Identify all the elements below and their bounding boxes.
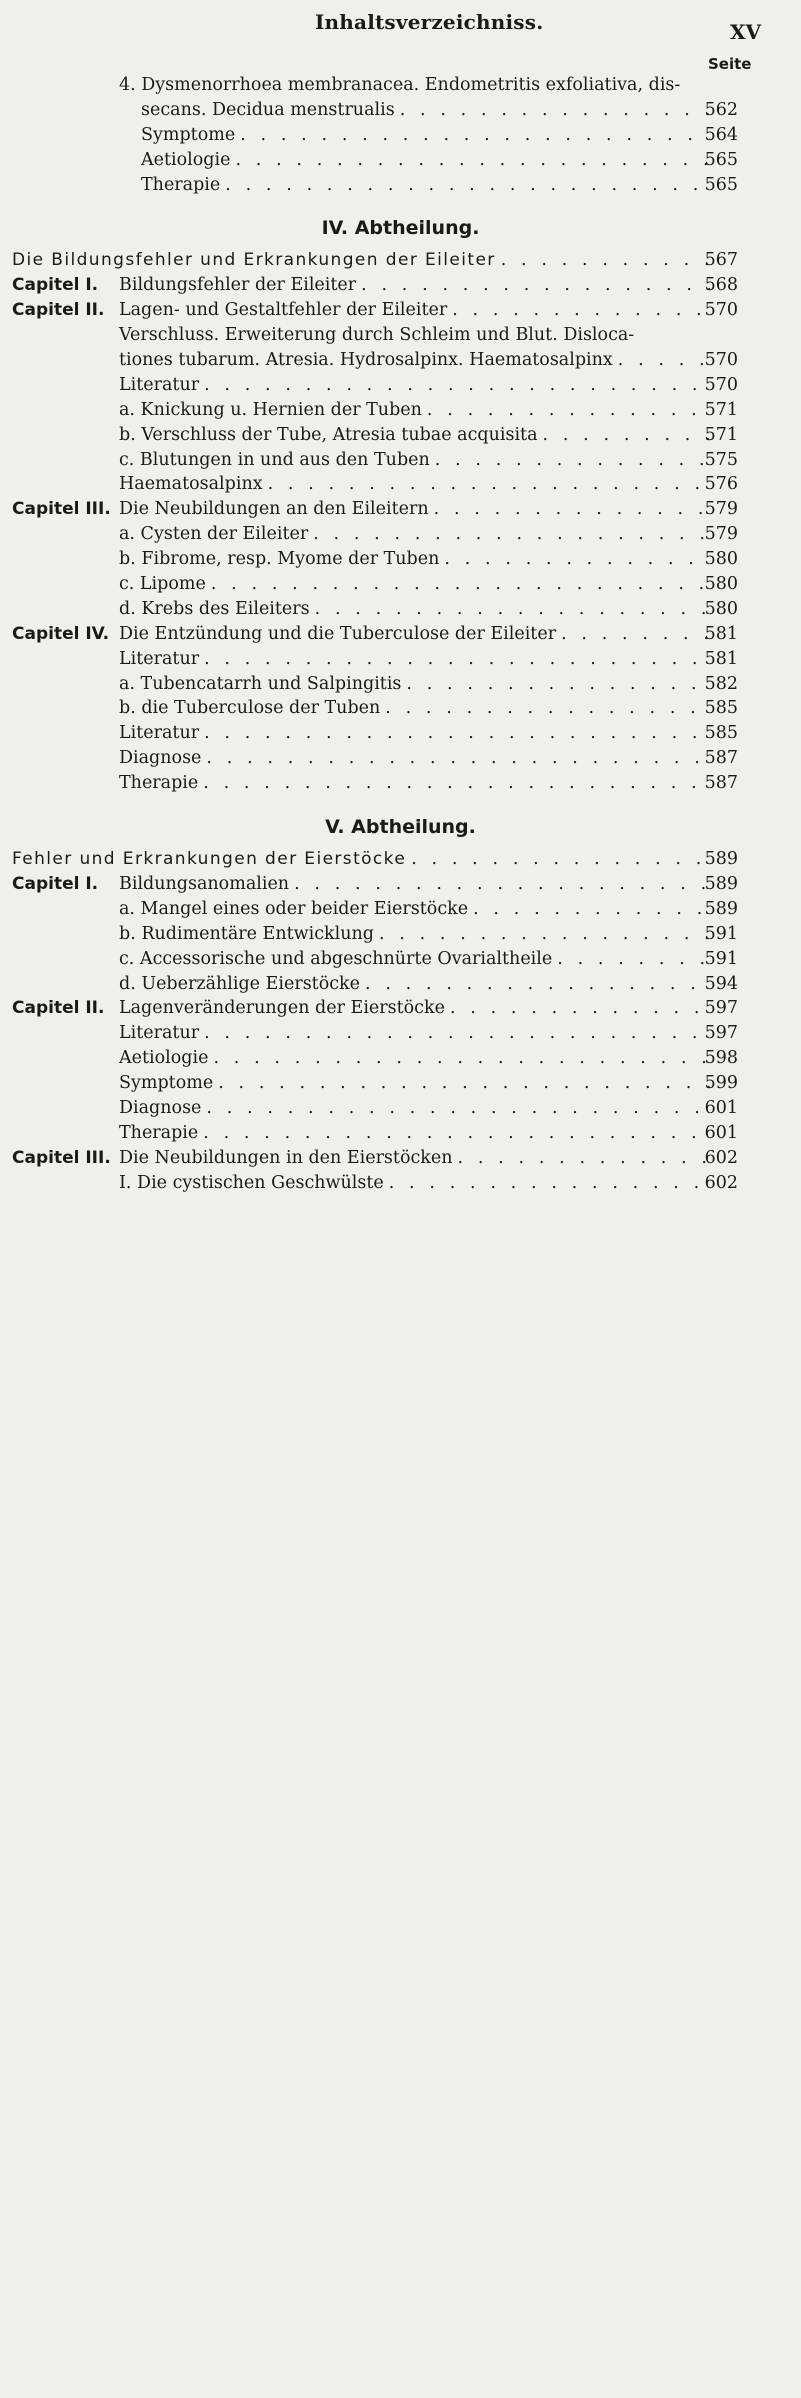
toc-heading-row	[0, 847, 801, 872]
toc-entry-text: b. Rudimentäre Entwicklung	[119, 923, 374, 944]
dot-leader	[406, 847, 710, 872]
dot-leader	[235, 123, 710, 148]
toc-entry	[0, 1021, 801, 1046]
toc-entry	[0, 696, 801, 721]
toc-entry	[0, 148, 801, 173]
toc-entry-text: Diagnose	[119, 748, 202, 769]
toc-entry-line	[119, 472, 710, 497]
toc-entry-line	[119, 348, 710, 373]
toc-entry-line	[119, 622, 710, 647]
toc-entry	[0, 622, 801, 647]
toc-page-number: 564	[704, 124, 738, 145]
toc-page-number: 570	[704, 374, 738, 395]
dot-leader	[401, 672, 710, 697]
dot-leader	[429, 497, 710, 522]
toc-page-number: 576	[704, 474, 738, 495]
toc-page-number: 567	[704, 250, 738, 271]
dot-leader	[199, 1021, 710, 1046]
running-header	[0, 10, 801, 44]
running-title: Inhaltsverzeichniss.	[315, 10, 544, 34]
toc-entry-line	[119, 448, 710, 473]
toc-entry-line	[119, 522, 710, 547]
toc-entry-text: Literatur	[119, 374, 200, 395]
toc-entry	[0, 173, 801, 198]
toc-entry-line	[119, 497, 710, 522]
dot-leader	[445, 996, 710, 1021]
dot-leader	[206, 572, 710, 597]
toc-page-number: 579	[704, 524, 738, 545]
toc-entry-text: I. Die cystischen Geschwülste	[119, 1172, 384, 1193]
toc-page-number: 580	[704, 574, 738, 595]
toc-entry-text: Die Bildungsfehler und Erkrankungen der Eileiter	[12, 250, 496, 271]
toc-entry-line	[119, 947, 710, 972]
dot-leader	[213, 1071, 710, 1096]
toc-entry-line	[141, 98, 710, 123]
toc-entry	[0, 73, 801, 98]
dot-leader	[230, 148, 710, 173]
chapter-label: Capitel I.	[12, 873, 99, 894]
toc-entry-text: Literatur	[119, 648, 200, 669]
toc-entry	[0, 522, 801, 547]
chapter-label: Capitel III.	[12, 499, 111, 520]
toc-entry-text: b. Fibrome, resp. Myome der Tuben	[119, 549, 440, 570]
dot-leader	[310, 597, 710, 622]
toc-entry	[0, 123, 801, 148]
toc-entry-line	[141, 123, 710, 148]
toc-entry	[0, 647, 801, 672]
toc-entry-text: a. Cysten der Eileiter	[119, 524, 309, 545]
toc-entry	[0, 1121, 801, 1146]
toc-entry-line	[119, 298, 710, 323]
toc-page-number: 598	[704, 1048, 738, 1069]
toc-entry	[0, 872, 801, 897]
dot-leader	[496, 248, 710, 273]
toc-page-number: 580	[704, 598, 738, 619]
toc-entry-text: Lagen- und Gestaltfehler der Eileiter	[119, 300, 448, 321]
toc-entry	[0, 298, 801, 323]
toc-entry-text: a. Tubencatarrh und Salpingitis	[119, 673, 402, 694]
toc-entry	[0, 1071, 801, 1096]
page-column-label: Seite	[708, 55, 752, 73]
toc-entry	[0, 672, 801, 697]
toc-entry-line	[119, 597, 710, 622]
dot-leader	[613, 348, 710, 373]
section-title-text: IV. Abtheilung.	[321, 217, 480, 240]
toc-entry	[0, 547, 801, 572]
toc-page-number: 589	[704, 849, 738, 870]
toc-page-number: 589	[704, 898, 738, 919]
toc-entry-line	[119, 721, 710, 746]
toc-entry-text: Die Neubildungen an den Eileitern	[119, 499, 429, 520]
toc-entry-line	[119, 672, 710, 697]
toc-entry	[0, 721, 801, 746]
page-number: XV	[730, 20, 762, 44]
toc-entry	[0, 922, 801, 947]
toc-entry-text: Die Neubildungen in den Eierstöcken	[119, 1147, 453, 1168]
toc-entry	[0, 273, 801, 298]
chapter-label: Capitel II.	[12, 998, 105, 1019]
dot-leader	[356, 273, 710, 298]
toc-entry-text: Aetiologie	[141, 149, 231, 170]
toc-entry	[0, 497, 801, 522]
toc-page-number: 571	[704, 399, 738, 420]
toc-page-number: 601	[704, 1097, 738, 1118]
toc-entry	[0, 972, 801, 997]
dot-leader	[384, 1171, 710, 1196]
toc-entry-text: a. Mangel eines oder beider Eierstöcke	[119, 898, 469, 919]
toc-page-number: 599	[704, 1073, 738, 1094]
toc-entry-line	[119, 972, 710, 997]
toc-entry-line	[12, 847, 710, 872]
section-title	[0, 796, 801, 847]
toc-entry	[0, 348, 801, 373]
toc-page-number: 589	[704, 873, 738, 894]
toc-page-number: 582	[704, 673, 738, 694]
dot-leader	[199, 373, 710, 398]
toc-entry-line	[119, 273, 710, 298]
toc-entry	[0, 746, 801, 771]
toc-entry	[0, 897, 801, 922]
toc-entry-text: Literatur	[119, 723, 200, 744]
dot-leader	[468, 897, 710, 922]
toc-entry-text: Diagnose	[119, 1097, 202, 1118]
toc-entry-line	[119, 572, 710, 597]
toc-entry-line	[119, 323, 710, 348]
dot-leader	[556, 622, 710, 647]
toc-page-number: 562	[704, 99, 738, 120]
toc-entry-text: b. Verschluss der Tube, Atresia tubae acquisita	[119, 424, 538, 445]
dot-leader	[198, 771, 710, 796]
toc-entry-text: c. Blutungen in und aus den Tuben	[119, 449, 430, 470]
toc-entry	[0, 996, 801, 1021]
dot-leader	[360, 972, 710, 997]
toc-entry-text: Die Entzündung und die Tuberculose der Eileiter	[119, 623, 557, 644]
toc-entry-line	[119, 398, 710, 423]
toc-entry-line	[119, 1096, 710, 1121]
dot-leader	[453, 1146, 710, 1171]
section-title	[0, 197, 801, 248]
toc-entry-line	[119, 771, 710, 796]
toc-entry-text: d. Ueberzählige Eierstöcke	[119, 973, 361, 994]
toc-entry-line	[119, 746, 710, 771]
dot-leader	[220, 173, 710, 198]
toc-entry-line	[119, 1146, 710, 1171]
toc-page-number: 575	[704, 449, 738, 470]
toc-entry	[0, 597, 801, 622]
toc-entry-line	[119, 872, 710, 897]
dot-leader	[374, 922, 710, 947]
toc-page-number: 568	[704, 275, 738, 296]
dot-leader	[199, 721, 710, 746]
toc-page-number: 565	[704, 174, 738, 195]
toc-entry-text: tiones tubarum. Atresia. Hydrosalpinx. Haematosalpinx	[119, 350, 613, 371]
toc-page-number: 571	[704, 424, 738, 445]
chapter-label: Capitel I.	[12, 275, 99, 296]
toc-entry-line	[119, 1046, 710, 1071]
toc-entry-text: Bildungsanomalien	[119, 873, 290, 894]
toc-entry-line	[119, 922, 710, 947]
dot-leader	[208, 1046, 710, 1071]
toc-entry	[0, 1171, 801, 1196]
toc-entry-line	[119, 73, 710, 98]
dot-leader	[430, 448, 710, 473]
toc-page-number: 570	[704, 350, 738, 371]
toc-page-number: 585	[704, 723, 738, 744]
toc-entry-line	[119, 373, 710, 398]
toc-entry-text: Bildungsfehler der Eileiter	[119, 275, 357, 296]
toc-entry	[0, 423, 801, 448]
toc-page-number: 594	[704, 973, 738, 994]
toc-entry-text: b. die Tuberculose der Tuben	[119, 698, 381, 719]
toc-entry-text: Verschluss. Erweiterung durch Schleim und Blut. Disloca-	[119, 325, 635, 346]
table-of-contents	[0, 73, 801, 1196]
toc-entry-text: Aetiologie	[119, 1048, 209, 1069]
toc-entry-line	[119, 423, 710, 448]
toc-entry	[0, 947, 801, 972]
dot-leader	[289, 872, 710, 897]
toc-entry-line	[119, 1171, 710, 1196]
toc-page-number: 565	[704, 149, 738, 170]
toc-entry-text: Therapie	[141, 174, 221, 195]
toc-entry	[0, 1046, 801, 1071]
toc-entry-text: secans. Decidua menstrualis	[141, 99, 395, 120]
toc-page-number: 587	[704, 773, 738, 794]
chapter-label: Capitel IV.	[12, 623, 110, 644]
dot-leader	[308, 522, 710, 547]
toc-entry-text: Symptome	[119, 1073, 214, 1094]
toc-page-number: 581	[704, 623, 738, 644]
toc-entry-text: Fehler und Erkrankungen der Eierstöcke	[12, 849, 407, 870]
toc-entry-line	[119, 1121, 710, 1146]
dot-leader	[395, 98, 710, 123]
toc-entry-text: c. Accessorische und abgeschnürte Ovarialtheile	[119, 948, 553, 969]
toc-entry	[0, 448, 801, 473]
section-title-text: V. Abtheilung.	[325, 816, 476, 839]
toc-entry-line	[119, 547, 710, 572]
toc-page-number: 587	[704, 748, 738, 769]
toc-entry	[0, 1146, 801, 1171]
dot-leader	[422, 398, 710, 423]
chapter-label: Capitel II.	[12, 300, 105, 321]
dot-leader	[380, 696, 710, 721]
toc-entry-line	[119, 996, 710, 1021]
toc-page-number: 591	[704, 948, 738, 969]
toc-entry-line	[119, 696, 710, 721]
toc-entry	[0, 771, 801, 796]
toc-entry-text: Haematosalpinx	[119, 474, 263, 495]
toc-entry-line	[119, 1071, 710, 1096]
toc-entry	[0, 98, 801, 123]
toc-entry-text: 4. Dysmenorrhoea membranacea. Endometritis exfoliativa, dis-	[119, 75, 681, 95]
toc-entry-line	[12, 248, 710, 273]
toc-entry	[0, 323, 801, 348]
toc-page-number: 601	[704, 1122, 738, 1143]
toc-page-number: 570	[704, 300, 738, 321]
toc-entry	[0, 1096, 801, 1121]
toc-entry-line	[141, 173, 710, 198]
toc-page-number: 597	[704, 998, 738, 1019]
dot-leader	[263, 472, 710, 497]
toc-entry-text: Literatur	[119, 1023, 200, 1044]
toc-entry-text: Lagenveränderungen der Eierstöcke	[119, 998, 445, 1019]
dot-leader	[199, 647, 710, 672]
toc-entry-text: d. Krebs des Eileiters	[119, 598, 310, 619]
toc-entry	[0, 572, 801, 597]
dot-leader	[447, 298, 710, 323]
chapter-label: Capitel III.	[12, 1147, 111, 1168]
toc-page-number: 602	[704, 1147, 738, 1168]
toc-entry-text: a. Knickung u. Hernien der Tuben	[119, 399, 422, 420]
toc-entry-text: Therapie	[119, 1122, 199, 1143]
toc-entry-text: c. Lipome	[119, 574, 206, 595]
toc-page-number: 579	[704, 499, 738, 520]
toc-entry	[0, 373, 801, 398]
toc-entry-line	[119, 647, 710, 672]
toc-entry-text: Therapie	[119, 773, 199, 794]
dot-leader	[552, 947, 710, 972]
toc-entry-line	[119, 1021, 710, 1046]
toc-page-number: 585	[704, 698, 738, 719]
toc-entry	[0, 472, 801, 497]
toc-page-number: 581	[704, 648, 738, 669]
dot-leader	[201, 1096, 710, 1121]
toc-heading-row	[0, 248, 801, 273]
toc-page-number: 602	[704, 1172, 738, 1193]
dot-leader	[439, 547, 710, 572]
dot-leader	[198, 1121, 710, 1146]
toc-entry	[0, 398, 801, 423]
toc-entry-line	[141, 148, 710, 173]
toc-entry-line	[119, 897, 710, 922]
toc-page-number: 580	[704, 549, 738, 570]
toc-page-number: 597	[704, 1023, 738, 1044]
toc-entry-text: Symptome	[141, 124, 236, 145]
dot-leader	[538, 423, 710, 448]
toc-page-number: 591	[704, 923, 738, 944]
dot-leader	[201, 746, 710, 771]
